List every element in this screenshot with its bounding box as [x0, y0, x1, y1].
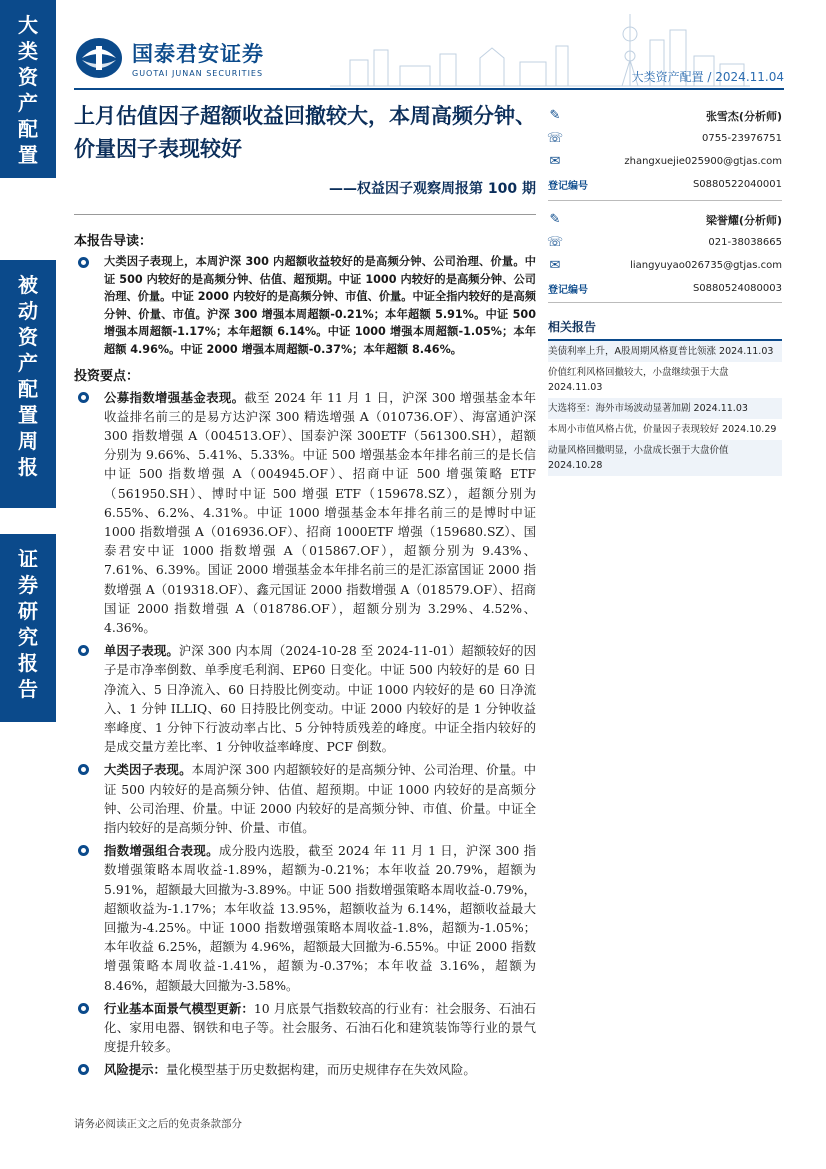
- report-date: 2024.11.04: [715, 70, 784, 84]
- sidebar-char: 报: [18, 651, 38, 675]
- sidebar-char: 研: [18, 599, 38, 623]
- sidebar-char: 周: [18, 429, 38, 453]
- logo-name-cn: 国泰君安证券: [132, 42, 264, 66]
- sidebar-char: 产: [18, 351, 38, 375]
- registration-number: S0880522040001: [692, 179, 782, 190]
- key-point-style-factor: [74, 760, 536, 837]
- bullet-icon: [78, 1003, 89, 1014]
- report-category: 大类资产配置: [631, 70, 704, 84]
- report-category-date: [632, 68, 784, 85]
- related-report-link[interactable]: 大选将至：海外市场波动显著加剧 2024.11.03: [548, 398, 782, 419]
- key-point-enhanced-portfolio: [74, 841, 536, 995]
- sidebar-research-label: [0, 534, 56, 722]
- sidebar-char: 动: [18, 299, 38, 323]
- analyst-card: [548, 208, 782, 300]
- bullet-icon: [78, 645, 89, 656]
- key-point-text: 量化模型基于历史数据构建，而历史规律存在失效风险。: [165, 1062, 476, 1078]
- sidebar-char: 报: [18, 455, 38, 479]
- analyst-name: 张雪杰(分析师): [705, 109, 782, 123]
- sidebar-char: 配: [18, 377, 38, 401]
- sidebar: [0, 0, 56, 1169]
- sidebar-char: 被: [18, 273, 38, 297]
- key-point-text: 成分股内选股，截至 2024 年 11 月 1 日，沪深 300 指数增强策略本周收益-1.89%，超额为-0.21%；本年收益 20.79%，超额为 5.91%，超额最大回撤为-3.89%。中证 500 指数增强策略本周收益-0.79%，超额收益为-1.17%；本年收益 13.95%，超额收益为 6.14%，超额收益最大回撤为-4.25%。中证 1000 指数增强策略本周收益-1.8%，超额为-1.05%；本年收益 6.25%，超额为 4.96%，超额最大回撤为-6.55%。中证 2000 指数增强策略本周收益-1.41%，超额为-0.37%；本年收益 3.16%，超额为 8.46%，超额最大回撤为-3.58%。: [104, 843, 537, 993]
- key-point-fund-performance: [74, 388, 536, 638]
- guide-heading: 本报告导读：: [74, 234, 153, 249]
- bullet-icon: [78, 257, 89, 268]
- key-point-text: 本周沪深 300 内超额较好的是高频分钟、公司治理、价量。中证 500 内较好的是高频分钟、估值、超预期。中证 1000 内较好的是高频分钟、公司治理、价量。中证 2000 内较好的是高频分钟、市值、价量。中证全指内较好的是高频分钟、价量、市值。: [104, 762, 536, 836]
- bullet-icon: [78, 1064, 89, 1075]
- key-point-lead: 行业基本面景气模型更新：: [104, 1000, 254, 1016]
- sidebar-char: 配: [18, 117, 38, 141]
- sidebar-report-type-label: [0, 260, 56, 508]
- related-report-link[interactable]: 本周小市值风格占优，价量因子表现较好 2024.10.29: [548, 424, 777, 435]
- logo-name-en: GUOTAI JUNAN SECURITIES: [132, 69, 264, 78]
- sidebar-char: 类: [18, 39, 38, 63]
- phone-icon: ☏: [546, 235, 564, 250]
- registration-label: 登记编号: [548, 181, 588, 192]
- header-divider: [74, 88, 784, 90]
- registration-number: S0880524080003: [692, 283, 782, 294]
- analyst-email[interactable]: zhangxuejie025900@gtjas.com: [624, 156, 782, 167]
- key-point-lead: 单因子表现。: [104, 643, 179, 659]
- related-report-link[interactable]: 价值红利风格回撤较大，小盘继续强于大盘 2024.11.03: [548, 367, 729, 393]
- logo-mark-icon: [74, 36, 124, 80]
- sidebar-char: 资: [18, 325, 38, 349]
- bullet-icon: [78, 764, 89, 775]
- person-icon: ✎: [549, 108, 561, 123]
- report-title: 上月估值因子超额收益回撤较大，本周高频分钟、价量因子表现较好: [74, 104, 536, 161]
- related-report-link[interactable]: 美债利率上升，A股周期风格夏普比领涨 2024.11.03: [548, 341, 782, 362]
- sidebar-char: 大: [18, 13, 38, 37]
- analyst-name: 梁誉耀(分析师): [705, 213, 782, 227]
- sidebar-char: 告: [18, 677, 38, 701]
- sidebar-char: 券: [18, 573, 38, 597]
- key-point-lead: 公募指数增强基金表现。: [104, 389, 245, 405]
- registration-label: 登记编号: [548, 285, 588, 296]
- company-logo: [74, 36, 264, 80]
- report-subtitle: ——权益因子观察周报第 100 期: [329, 181, 536, 197]
- key-point-text: 截至 2024 年 11 月 1 日，沪深 300 增强基金本年收益排名前三的是易方达沪深 300 精选增强 A（010736.OF）、海富通沪深 300 指数增强 A（004513.OF）、国泰沪深 300ETF（561300.SH），超额分别为 9.66%、5.41%、5.33%。中证 500 增强基金本年排名前三的是长信中证 500 指数增强 A（004945.OF）、招商中证 500 增强策略 ETF（561950.SH）、博时中证 500 增强 ETF（159678.SZ），超额分别为 6.55%、6.2%、4.31%。中证 1000 增强基金本年排名前三的是博时中证 1000 指数增强 A（016936.OF）、招商 1000ETF 增强（159680.SZ）、国泰君安中证 1000 指数增强 A（015867.OF），超额分别为 9.43%、7.61%、6.39%。国证 2000 增强基金本年排名前三的是汇添富国证 2000 指数增强 A（019318.OF）、鑫元国证 2000 指数增强 A（018579.OF）、招商国证 2000 指数增强 A（018786.OF），超额分别为 3.29%、4.52%、4.36%。: [104, 389, 537, 635]
- sidebar-char: 产: [18, 91, 38, 115]
- related-reports-title: 相关报告: [548, 318, 782, 341]
- sidebar-char: 究: [18, 625, 38, 649]
- person-icon: ✎: [549, 212, 561, 227]
- analyst-email[interactable]: liangyuyao026735@gtjas.com: [630, 260, 782, 271]
- related-report-link[interactable]: 动量风格回撤明显，小盘成长强于大盘价值 2024.10.28: [548, 440, 782, 476]
- key-point-text: 10 月底景气指数较高的行业有：社会服务、石油石化、家用电器、钢铁和电子等。社会服务、石油石化和建筑装饰等行业的景气度提升较多。: [104, 1000, 536, 1055]
- email-icon: ✉: [549, 258, 561, 273]
- key-point-text: 沪深 300 内本周（2024-10-28 至 2024-11-01）超额较好的因子是市净率倒数、单季度毛利润、EP60 日变化。中证 500 内较好的是 60 日净流入、5 日净流入、60 日持股比例变动。中证 1000 内较好的是 60 日净流入、1 分钟 ILLIQ、60 日持股比例变动。中证 2000 内较好的是 1 分钟收益率峰度、1 分钟下行波动率占比、5 分钟特质残差的峰度。中证全指内较好的是成交量方差比率、1 分钟收益率峰度、PCF 倒数。: [104, 643, 536, 755]
- key-point-lead: 风险提示：: [104, 1062, 166, 1078]
- header-separator: /: [707, 70, 712, 84]
- phone-icon: ☏: [546, 131, 564, 146]
- related-reports: [548, 318, 782, 476]
- analyst-divider: [548, 302, 782, 303]
- email-icon: ✉: [549, 154, 561, 169]
- report-body: [74, 224, 536, 1084]
- analyst-phone: 021-38038665: [708, 237, 782, 248]
- bullet-icon: [78, 392, 89, 403]
- guide-paragraph: [74, 253, 536, 359]
- key-points-heading: 投资要点：: [74, 368, 140, 384]
- analyst-divider: [548, 200, 782, 201]
- sidebar-char: 置: [18, 143, 38, 167]
- guide-text: 大类因子表现上，本周沪深 300 内超额收益较好的是高频分钟、公司治理、价量。中证 500 内较好的是高频分钟、估值、超预期。中证 1000 内较好的是高频分钟、公司治理、价量。中证 2000 内较好的是高频分钟、市值、价量。中证全指内较好的是高频分钟、价量、市值。沪深 300 增强本周超额-0.21%；本年超额 5.91%。中证 500 增强本周超额-1.17%；本年超额 6.14%。中证 1000 增强本周超额-1.05%；本年超额 4.96%。中证 2000 增强本周超额-0.37%；本年超额 8.46%。: [104, 255, 536, 356]
- bullet-icon: [78, 845, 89, 856]
- sidebar-char: 证: [18, 547, 38, 571]
- key-point-single-factor: [74, 641, 536, 756]
- key-point-lead: 指数增强组合表现。: [104, 843, 219, 859]
- key-point-lead: 大类因子表现。: [104, 762, 192, 778]
- sidebar-category-label: [0, 0, 56, 178]
- key-point-risk: [74, 1060, 536, 1079]
- analyst-card: [548, 104, 782, 196]
- analyst-phone: 0755-23976751: [702, 133, 782, 144]
- title-divider: [74, 214, 536, 215]
- sidebar-char: 资: [18, 65, 38, 89]
- key-point-industry-model: [74, 999, 536, 1057]
- disclaimer-footer: 请务必阅读正文之后的免责条款部分: [74, 1118, 242, 1130]
- sidebar-char: 置: [18, 403, 38, 427]
